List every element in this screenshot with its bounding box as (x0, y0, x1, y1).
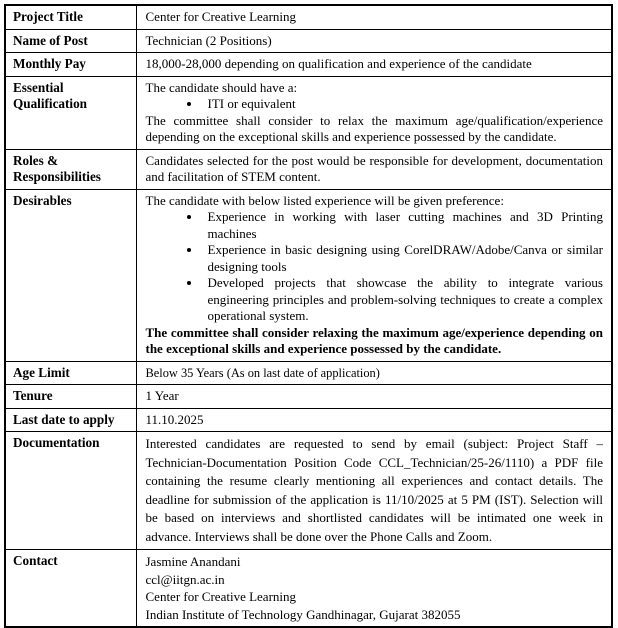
row-label-contact: Contact (5, 550, 136, 628)
essential-qualification-bullet-list (146, 96, 604, 113)
row-value-name-of-post: Technician (2 Positions) (136, 29, 612, 53)
row-label-last-date-to-apply: Last date to apply (5, 408, 136, 432)
row-value-roles-responsibilities: Candidates selected for the post would be responsible for development, documentation and facilitation of STEM content. (136, 149, 612, 189)
contact-email: ccl@iitgn.ac.in (145, 571, 225, 587)
table-row-essential-qualification (5, 76, 612, 149)
table-row-desirables (5, 189, 612, 361)
row-label-desirables: Desirables (5, 189, 136, 361)
essential-qualification-intro: The candidate should have a: (145, 79, 298, 95)
contact-address: Indian Institute of Technology Gandhinagar, Gujarat 382055 (145, 606, 461, 622)
bullet-item: • Experience in basic designing using CorelDRAW/Adobe/Canva or similar designing tools (202, 242, 604, 275)
row-value-age-limit: Below 35 Years (As on last date of application) (136, 361, 612, 385)
bullet-item: • ITI or equivalent (202, 96, 604, 113)
row-label-monthly-pay: Monthly Pay (5, 53, 136, 77)
essential-qualification-note: The committee shall consider to relax the maximum age/qualification/experience depending on the exceptional skills and experience possessed by the candidate. (145, 112, 603, 144)
desirables-bullet-list (146, 209, 604, 325)
row-label-documentation: Documentation (5, 432, 136, 550)
row-label-project-title: Project Title (5, 5, 136, 29)
contact-org: Center for Creative Learning (145, 589, 297, 604)
job-posting-table (4, 4, 613, 628)
bullet-item: • Developed projects that showcase the ability to integrate various engineering principles and problem-solving techniques to create a complex operational system. (202, 275, 604, 325)
table-row-documentation (5, 432, 612, 550)
table-row-age-limit (5, 361, 612, 385)
table-row-last-date-to-apply (5, 408, 612, 432)
row-label-tenure: Tenure (5, 385, 136, 409)
table-row-name-of-post (5, 29, 612, 53)
row-value-tenure: 1 Year (136, 385, 612, 409)
desirables-note-bold: The committee shall consider relaxing the maximum age/experience depending on the exceptional skills and experience possessed by the candidate. (145, 324, 603, 356)
contact-name: Jasmine Anandani (145, 554, 241, 569)
row-value-monthly-pay: 18,000-28,000 depending on qualification and experience of the candidate (136, 53, 612, 77)
row-value-last-date-to-apply: 11.10.2025 (136, 408, 612, 432)
desirables-intro: The candidate with below listed experience will be given preference: (145, 192, 504, 208)
row-label-age-limit: Age Limit (5, 361, 136, 385)
bullet-item: • Experience in working with laser cutting machines and 3D Printing machines (202, 209, 604, 242)
table-row-roles-responsibilities (5, 149, 612, 189)
table-row-contact (5, 550, 612, 628)
row-value-essential-qualification (136, 76, 612, 149)
table-row-tenure (5, 385, 612, 409)
table-row-project-title (5, 5, 612, 29)
row-value-project-title: Center for Creative Learning (136, 5, 612, 29)
row-value-documentation: Interested candidates are requested to send by email (subject: Project Staff – Technician-Documentation Position Code CCL_Technician/25-26/1110) a PDF file containing the resume clearly mentioning all experiences and contact details. The deadline for submission of the application is 11/10/2025 at 5 PM (IST). Selection will be based on interviews and shortlisted candidates will be intimated one week in advance. Interviews shall be done over the Phone Calls and Zoom. (136, 432, 612, 550)
row-label-essential-qualification: Essential Qualification (5, 76, 136, 149)
row-value-desirables (136, 189, 612, 361)
row-label-name-of-post: Name of Post (5, 29, 136, 53)
table-row-monthly-pay (5, 53, 612, 77)
row-value-contact (136, 550, 612, 628)
row-label-roles-responsibilities: Roles & Responsibilities (5, 149, 136, 189)
